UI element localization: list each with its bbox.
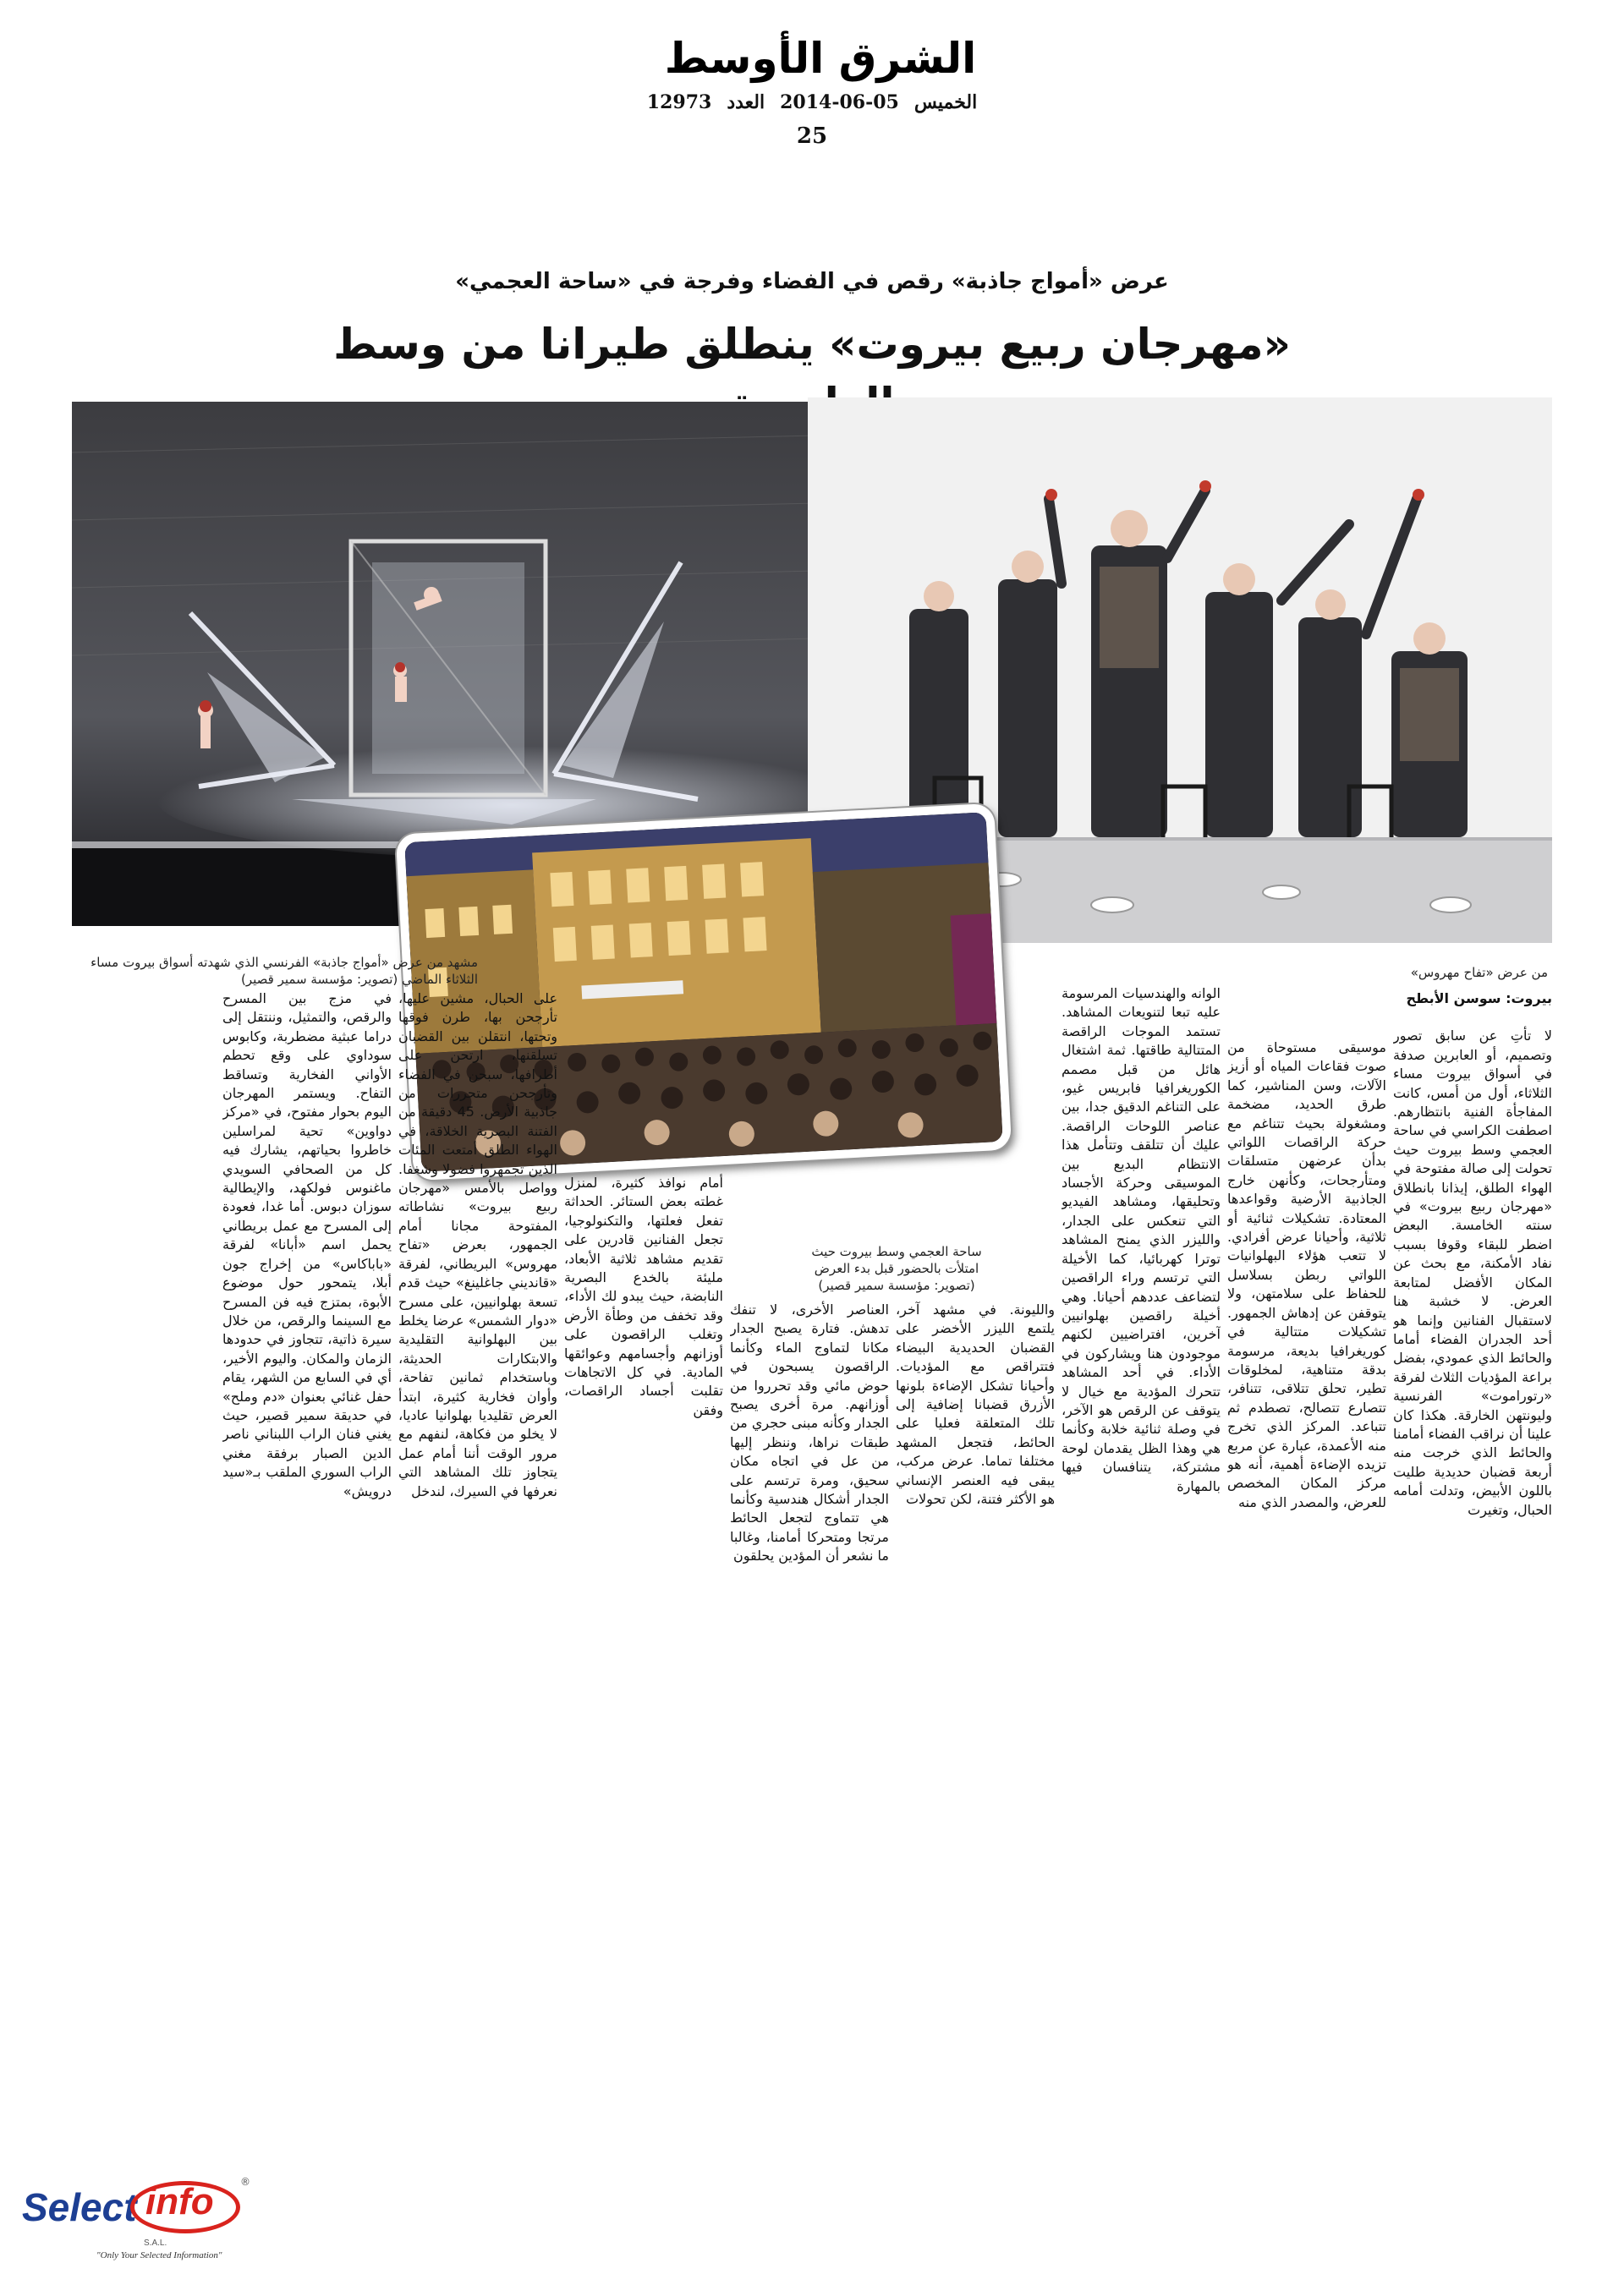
caption-aerial-dance: مشهد من عرض «أمواج جاذبة» الفرنسي الذي شهدته أسواق بيروت مساء الثلاثاء الماضي (تصوير: مؤسسة سمير قصير) bbox=[91, 955, 478, 987]
selectinfo-logo bbox=[19, 2169, 250, 2262]
logo-word-info: info bbox=[145, 2181, 214, 2222]
column-text: العناصر الأخرى، لا تنفك تدهش. فتارة يصبح الجدار مكانا لتماوج الماء وكأنما الراقصون يسبحون في حوض مائي وقد تحرروا من أوزانهم. مرة أخرى يصبح الجدار وكأنه مبنى حجري من طبقات نراها، وننظر إليها من عل في اتجاه مكان سحيق، ومرة ترتسم على الجدار أشكال هندسية وكأنما هي تتماوج لتجعل الحائط مرتجا ومتحركا أمامنا، وغالبا ما نشعر أن المؤدين يحلقون bbox=[730, 1301, 889, 1564]
logo-suffix: S.A.L. bbox=[144, 2238, 167, 2248]
article-body bbox=[72, 985, 1552, 1632]
article-headline: «مهرجان ربيع بيروت» ينطلق طيرانا من وسط bbox=[333, 320, 1291, 369]
article-column-3 bbox=[1062, 984, 1221, 1627]
column-text: على الحبال، مشين عليها، تأرجحن بها، طرن فوقها وتحتها، انتقلن بين القضبان تسلقنها، ارتحن على أطرافها، سبحن في الفضاء وتأرجحن متحررات من جاذبية الأرض. 45 دقيقة من الفتنة البصرية الخلاقة، في الهواء الطلق أمتعت المئات الذين تجمهروا فضولا وشغفا. وواصل بالأمس «مهرجان ربيع بيروت» نشاطاته المفتوحة مجانا أمام الجمهور، بعرض «تفاح مهروس» البريطاني، لفرقة «قانديني جاغلينغ» حيث قدم تسعة بهلوانيين، على مسرح «دوار الشمس» عرضا يخلط بين البهلوانية التقليدية والابتكارات الحديثة، وباستخدام ثمانين تفاحة، وأوان فخارية كثيرة، ابتدأ العرض تقليديا بهلوانيا عاديا، لا يخلو من فكاهة، لنفهم مع مرور الوقت أننا أمام عمل يتجاوز تلك المشاهد التي نعرفها في السيرك، لندخل bbox=[398, 990, 557, 1499]
article-column-2 bbox=[1227, 1038, 1386, 1681]
article-column-5 bbox=[730, 1301, 889, 1630]
masthead-logo: الشرق الأوسط bbox=[664, 34, 977, 83]
page-number: 25 bbox=[796, 123, 828, 149]
article-kicker: عرض «أمواج جاذبة» رقص في الفضاء وفرجة في «ساحة العجمي» bbox=[455, 269, 1169, 294]
issue-date: 2014-06-05 bbox=[780, 91, 899, 113]
article-column-7 bbox=[398, 989, 557, 1632]
logo-word-select: Select bbox=[22, 2185, 137, 2229]
column-text: الوانه والهندسيات المرسومة عليه تبعا لتنويعات المشاهد. تستمد الموجات الراقصة المتتالية طاقتها. ثمة اشتغال هائل من قبل مصمم الكوريغرافيا فابريس غيو، على التناغم الدقيق جدا، بين عناصر اللوحات الراقصة. عليك أن تتلقف وتتأمل هذا الانتظام البديع بين الموسيقى وحركة الأجساد وتحليقها، ومشاهد الفيديو التي تنعكس على الجدار، والليزر الذي يمنح المشاهد توترا كهربائيا، كما الأخيلة التي ترتسم وراء الراقصين لتضاعف عددهم أحيانا. وهي أخيلة راقصين بهلوانيين آخرين، افتراضيين لكنهم موجودون هنا ويشاركون في الأداء. في أحد المشاهد تتحرك المؤدية مع خيال لا يتوقف عن الرقص هو الآخر، في وصلة ثنائية خلابة وكأنما هي وهذا الظل يقدمان لوحة مشتركة، يتنافسان فيها بالمهارة bbox=[1062, 985, 1221, 1494]
issue-number: 12973 bbox=[646, 91, 712, 113]
issue-label: العدد bbox=[727, 91, 765, 113]
article-column-4 bbox=[896, 1301, 1055, 1630]
column-text: في مزج بين المسرح والرقص، والتمثيل، وننتقل إلى دراما عبثية مضطربة، وكابوس سوداوي على وقع تحطم الأواني الفخارية وتساقط التفاح. ويستمر المهرجان اليوم بحوار مفتوح، في «مركز دواوين» تحية لمراسلين خاطروا بحياتهم، يشارك فيه كل من الصحافي السويدي ماغنوس فولكهد، والإيطالية سوزان دبوس. أما غدا، فعودة إلى المسرح مع عمل بريطاني يحمل اسم «أبانا» لفرقة «باباكاس» من إخراج جون أبلا، يتمحور حول موضوع الأبوة، بمتزج فيه فن المسرح مع السينما والرقص، من خلال سيرة ذاتية، تتجاوز في حدودها الزمان والمكان. واليوم الأخير، أي في السابع من الشهر، يقام حفل غنائي بعنوان «دم وملح» في حديقة سمير قصير، حيث يغني فنان الراب اللبناني ناصر الدين الصبار برفقة مغني الراب السوري الملقب بـ«سيد درويش» bbox=[222, 990, 392, 1499]
dateline bbox=[592, 91, 1032, 117]
weekday: الخميس bbox=[914, 91, 978, 113]
logo-tagline: "Only Your Selected Information" bbox=[96, 2250, 222, 2260]
logo-registered-mark: ® bbox=[240, 2176, 250, 2188]
column-text: أمام نوافذ كثيرة، لمنزل غطته بعض الستائر. الحداثة تفعل فعلتها، والتكنولوجيا، تجعل الفنانين قادرين على تقديم مشاهد ثلاثية الأبعاد، مليئة بالخدع البصرية النابضة، حيث يبدو لك الأداء، وقد تخفف من وطأة الأرض وتغلب الراقصون على أوزانهم وأجسامهم وعوائقها المادية. في كل الاتجاهات تقلبت أجساد الراقصات، وفقن bbox=[564, 1175, 723, 1418]
article-column-8 bbox=[222, 989, 392, 1632]
article-column-1 bbox=[1393, 989, 1552, 1632]
caption-ajami-square: ساحة العجمي وسط بيروت حيث امتلأت بالحضور قبل بدء العرض (تصوير: مؤسسة سمير قصير) bbox=[811, 1244, 982, 1293]
article-column-6 bbox=[564, 1174, 723, 1630]
column-text: موسيقى مستوحاة من صوت فقاعات المياه أو أزيز الآلات، وسن المناشير، كما طرق الحديد، مضخمة ومشغولة بحيث تتناغم مع حركة الراقصات اللواتي بدأن عرضهن متسلقات ومتأرجحات، وكأنهن خارج الجاذبية الأرضية وقواعدها المعتادة. تشكيلات ثنائية أو ثلاثية، وأحيانا عرض أفرادي. لا تتعب هؤلاء البهلوانيات اللواتي ربطن بسلاسل للحفاظ على سلامتهن، ولا يتوقفن عن إدهاش الجمهور. تشكيلات متتالية في كوريغرافيا بديعة، مرسومة بدقة متناهية، لمخلوقات تطير، تحلق تتلاقى، تتنافر، تتصارع تتصالح، تصطدم ثم تتباعد. المركز الذي تخرج منه الأعمدة، عبارة عن مربع تزيده الإضاءة أهمية، أنه هو مركز المكان المخصص للعرض، والمصدر الذي منه bbox=[1227, 1039, 1386, 1510]
caption-crushed-apples: من عرض «تفاح مهروس» bbox=[1410, 965, 1548, 980]
column-text: والليونة. في مشهد آخر، يلتمع الليزر الأخضر على القضبان الحديدية البيضاء فتتراقص مع المؤديات. وأحيانا تشكل الإضاءة بلونها الأزرق قضبانا إضافية إلى تلك المتعلقة فعليا على الحائط، فتجعل المشهد مختلفا تماما. عرض مركب، يبقى فيه العنصر الإنساني هو الأكثر فتنة، لكن تحولات bbox=[896, 1301, 1055, 1508]
column-text: لا تأتِ عن سابق تصور وتصميم، أو العابرين صدفة في أسواق بيروت مساء الثلاثاء، أول من أمس، كانت المفاجأة الفنية بانتظارهم. اصطفت الكراسي في ساحة العجمي وسط بيروت حيث تحولت إلى صالة مفتوحة في الهواء الطلق، إيذانا بانطلاق «مهرجان ربيع بيروت» في سنته الخامسة. البعض اضطر للبقاء وقوفا بسبب نفاد الأمكنة، مع بحث عن المكان الأفضل لمتابعة العرض. لا خشبة هنا لاستقبال الفنانين وإنما هو أحد الجدران الفضاء أماما والحائط الذي عمودي، بفضل براعة المؤديات الثلاث لفرقة «رتوراموت» الفرنسية وليونتهن الخارقة. هكذا كان علينا أن نراقب الفضاء أمامنا والحائط الذي خرجت منه أربعة قضبان حديدية طليت باللون الأبيض، وتدلت أمامه الحبال، وتغيرت bbox=[1393, 1027, 1552, 1518]
article-byline: بيروت: سوسن الأبطح bbox=[1406, 990, 1552, 1006]
